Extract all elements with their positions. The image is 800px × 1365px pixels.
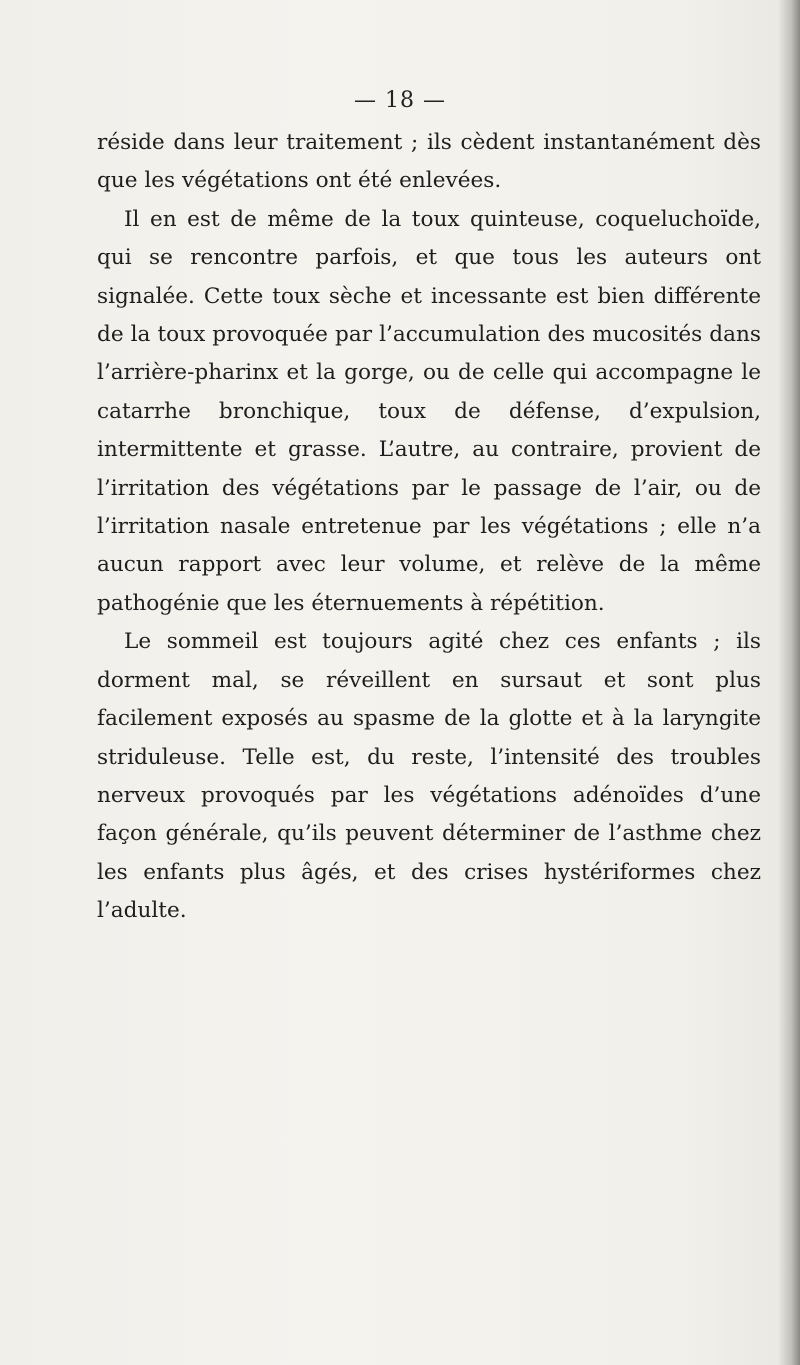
paragraph-3: Le sommeil est toujours agité chez ces enfants ; ils dorment mal, se réveillent en sursaut et sont plus facilement exposés au spasme de la glotte et à la laryngite striduleuse. Telle est, du reste, l’intensité des troubles nerveux provoqués par les végétations adénoïdes d’une façon générale, qu’ils peuvent déterminer de l’asthme chez les enfants plus âgés, et des crises hystériformes chez l’adulte. [97,629,761,924]
body-text [97,124,761,931]
paragraph-1: réside dans leur traitement ; ils cèdent instantanément dès que les végétations ont été enlevées. [97,130,761,194]
page-edge-shadow [778,0,800,1365]
page-number: — 18 — [354,88,446,113]
paragraph-2: Il en est de même de la toux quinteuse, coqueluchoïde, qui se rencontre parfois, et que tous les auteurs ont signalée. Cette toux sèche et incessante est bien différente de la toux provoquée par l’accumulation des mucosités dans l’arrière-pharinx et la gorge, ou de celle qui accompagne le catarrhe bronchique, toux de défense, d’expulsion, intermittente et grasse. L’autre, au contraire, provient de l’irritation des végétations par le passage de l’air, ou de l’irritation nasale entretenue par les végétations ; elle n’a aucun rapport avec leur volume, et relève de la même pathogénie que les éternuements à répétition. [97,206,761,616]
